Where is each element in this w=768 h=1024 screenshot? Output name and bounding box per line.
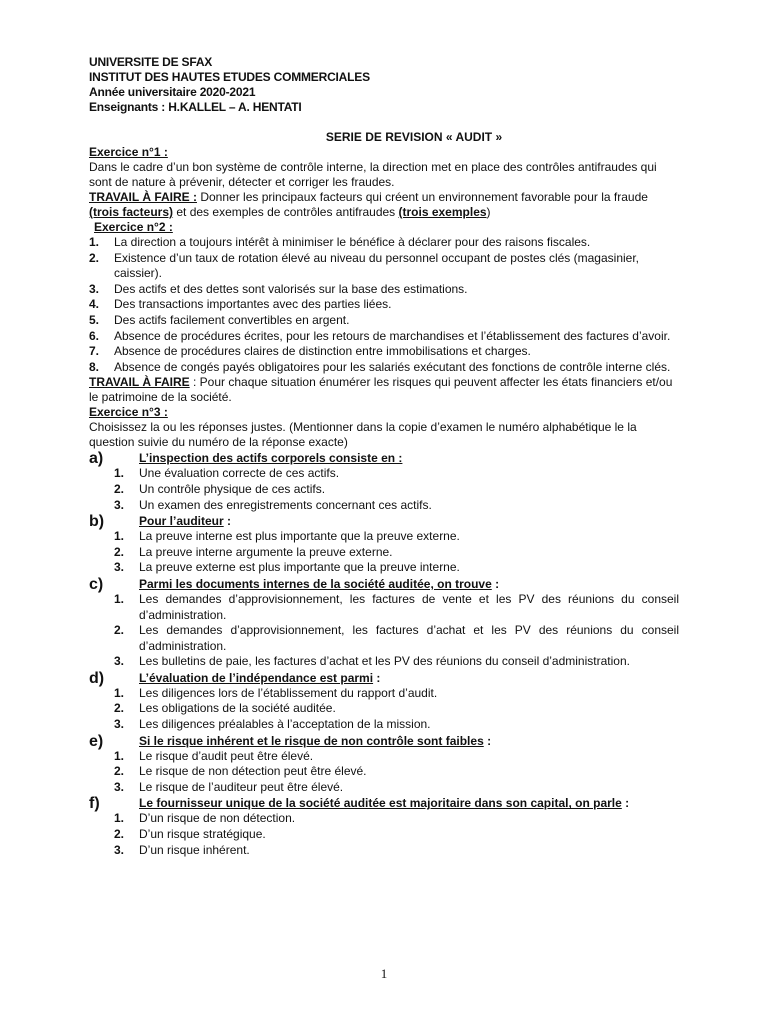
task-text: et des exemples de contrôles antifraudes xyxy=(173,205,399,219)
answer-option: 3. La preuve externe est plus importante que la preuve interne. xyxy=(114,560,460,575)
question-c: c) Parmi les documents internes de la société auditée, on trouve : xyxy=(89,575,500,593)
answer-option: 3. D’un risque inhérent. xyxy=(114,842,250,857)
answer-option: 1. Le risque d’audit peut être élevé. xyxy=(114,748,314,763)
page-number: 1 xyxy=(380,966,388,981)
question-f: f) Le fournisseur unique de la société auditée est majoritaire dans son capital, on parle : xyxy=(89,795,630,813)
exercise-3-intro: Choisissez la ou les réponses justes. (Mentionner dans la copie d’examen le numéro alphabétique le la question suivie du numéro de la réponse exacte) xyxy=(89,420,637,450)
exercise-1-intro: Dans le cadre d’un bon système de contrôle interne, la direction met en place des contrôles antifraudes qui sont de nature à prévenir, détecter et corriger les fraudes. xyxy=(89,160,657,189)
list-item: 2. Existence d’un taux de rotation élevé au niveau du personnel occupant de postes clés (magasinier, caissier). xyxy=(89,250,639,281)
task-label: TRAVAIL À FAIRE : xyxy=(89,190,197,204)
exercise-1-task xyxy=(89,190,679,220)
task-emphasis: (trois exemples xyxy=(398,205,487,219)
answer-option: 3. Les diligences préalables à l’acceptation de la mission. xyxy=(114,717,431,732)
list-item: 8. Absence de congés payés obligatoires pour les salariés exécutant des fonctions de contrôle interne clés. xyxy=(89,359,671,374)
answer-option: 2. Le risque de non détection peut être élevé. xyxy=(114,764,367,779)
task-text: : Pour chaque situation énumérer les risques qui peuvent affecter les états financiers et/ou le patrimoine de la société. xyxy=(89,375,673,405)
task-text: ) xyxy=(486,205,491,219)
list-item: 3. Des actifs et des dettes sont valorisés sur la base des estimations. xyxy=(89,281,468,296)
answer-option: 2. Les obligations de la société auditée. xyxy=(114,701,336,716)
exercise-2-task xyxy=(89,375,679,405)
answer-option: 1. Une évaluation correcte de ces actifs. xyxy=(114,466,340,481)
list-item: 5. Des actifs facilement convertibles en argent. xyxy=(89,312,350,327)
answer-option: 1. Les demandes d’approvisionnement, les factures de vente et les PV des réunions du conseil d’administration. xyxy=(114,591,679,622)
answer-option: 2. D’un risque stratégique. xyxy=(114,827,266,842)
institute-name: INSTITUT DES HAUTES ETUDES COMMERCIALES xyxy=(89,70,370,84)
answer-option: 3. Le risque de l’auditeur peut être élevé. xyxy=(114,779,344,794)
task-text: Donner les principaux facteurs qui créent un environnement favorable pour la fraude xyxy=(197,190,648,204)
question-b: b) Pour l’auditeur : xyxy=(89,513,232,531)
document-page xyxy=(89,55,679,858)
answer-option: 1. La preuve interne est plus importante que la preuve externe. xyxy=(114,529,460,544)
teachers: Enseignants : H.KALLEL – A. HENTATI xyxy=(89,100,302,114)
exercise-2-heading: Exercice n°2 : xyxy=(94,220,173,234)
answer-option: 1. D’un risque de non détection. xyxy=(114,811,296,826)
task-label: TRAVAIL À FAIRE xyxy=(89,375,190,390)
question-a: a) L’inspection des actifs corporels consiste en : xyxy=(89,450,403,468)
exercise-3-heading: Exercice n°3 : xyxy=(89,405,168,420)
list-item: 1. La direction a toujours intérêt à minimiser le bénéfice à déclarer pour des raisons fiscales. xyxy=(89,235,591,249)
page-title: SERIE DE REVISION « AUDIT » xyxy=(325,130,503,144)
answer-option: 3. Un examen des enregistrements concernant ces actifs. xyxy=(114,497,432,512)
academic-year: Année universitaire 2020-2021 xyxy=(89,85,256,99)
list-item: 7. Absence de procédures claires de distinction entre immobilisations et charges. xyxy=(89,344,531,359)
task-emphasis: (trois facteurs) xyxy=(89,205,174,219)
university-name: UNIVERSITE DE SFAX xyxy=(89,55,213,69)
list-item: 6. Absence de procédures écrites, pour les retours de marchandises et l’établissement des factures d’avoir. xyxy=(89,328,671,343)
exercise-2-list xyxy=(89,235,679,375)
answer-option: 3. Les bulletins de paie, les factures d’achat et les PV des réunions du conseil d’administration. xyxy=(114,654,630,669)
question-d: d) L’évaluation de l’indépendance est parmi : xyxy=(89,669,381,687)
question-e: e) Si le risque inhérent et le risque de non contrôle sont faibles : xyxy=(89,732,492,750)
answer-option: 2. Un contrôle physique de ces actifs. xyxy=(114,481,326,496)
answer-option: 2. Les demandes d’approvisionnement, les factures d’achat et les PV des réunions du conseil d’administration. xyxy=(114,623,679,653)
answer-option: 2. La preuve interne argumente la preuve externe. xyxy=(114,544,393,559)
list-item: 4. Des transactions importantes avec des parties liées. xyxy=(89,297,392,312)
answer-option: 1. Les diligences lors de l’établissement du rapport d’audit. xyxy=(114,685,438,700)
exercise-1-heading: Exercice n°1 : xyxy=(89,145,168,159)
